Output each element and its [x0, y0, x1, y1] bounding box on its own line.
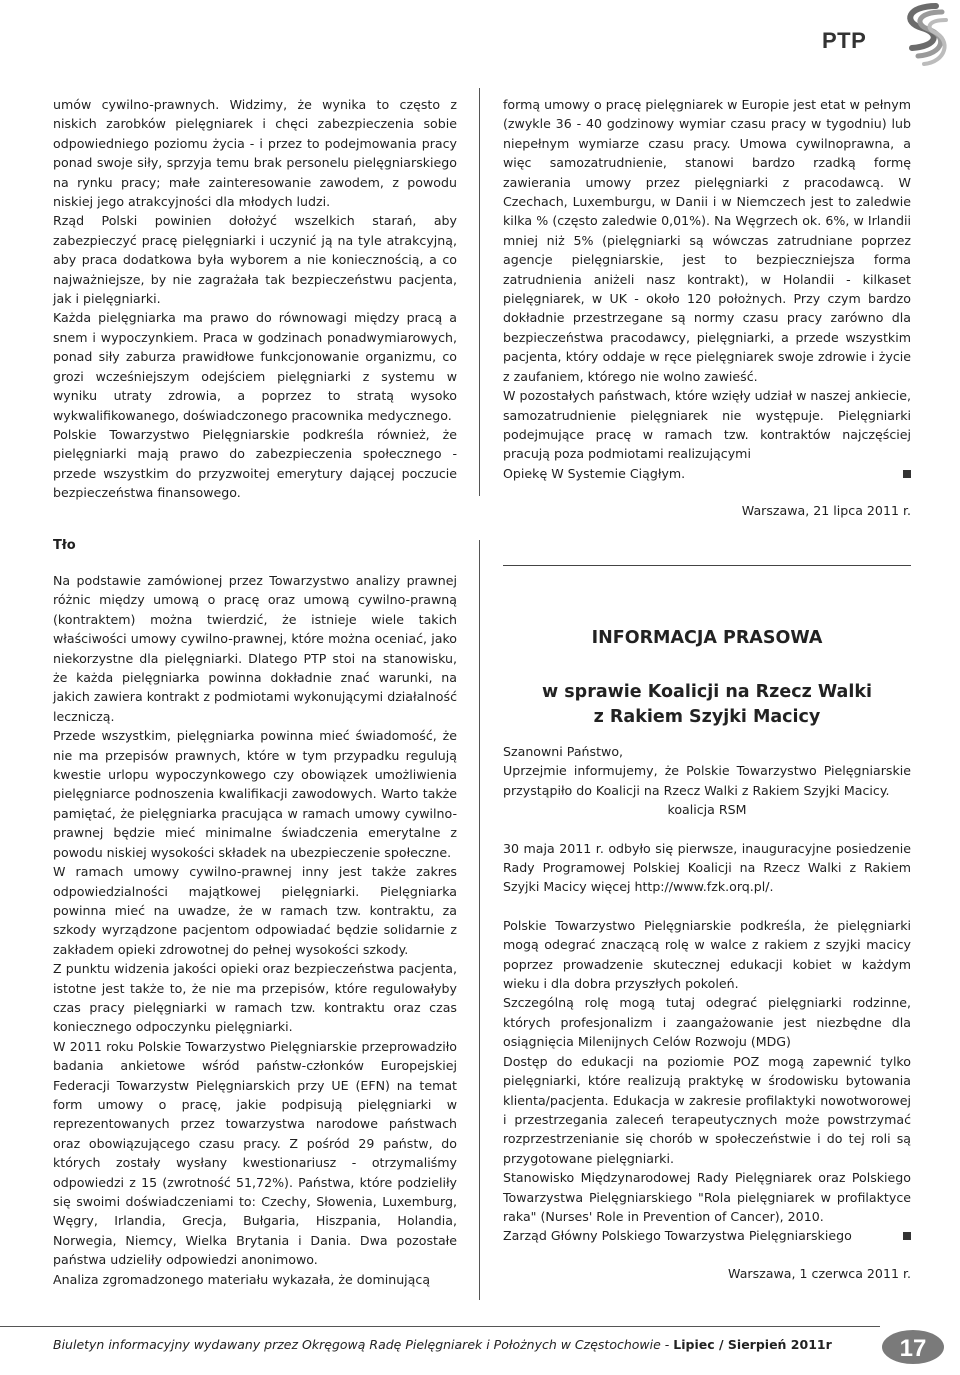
column-divider-top	[479, 88, 480, 496]
paragraph: W ramach umowy cywilno-prawnej inny jest także zakres odpowiedzialności majątkowej pielęgniarki. Pielęgniarka powinna mieć na uwadze, że w ramach tzw. kontraktu, za szkody wyrządzone pacjentom odpowiadać będzie solidarnie z zakładem opieki zdrowotnej do pełnej wysokości szkody.	[53, 864, 457, 957]
paragraph: Każda pielęgniarka ma prawo do równowagi między pracą a snem i wypoczynkiem. Praca w godzinach ponadwymiarowych, ponad siły zaburza prawidłowe funkcjonowanie organizmu, co grozi wcześniejszym odejściem pielęgniarki z systemu w wyniku utraty zdrowia, a poprzez to stratą wysoko wykwalifikowanego, doświadczonego pracownika medycznego.	[53, 310, 457, 423]
press-release-signoff: Warszawa, 1 czerwca 2011 r.	[728, 1265, 911, 1281]
press-release-title: INFORMACJA PRASOWA	[591, 628, 823, 648]
greeting: Szanowni Państwo,	[503, 744, 624, 759]
paragraph: Polskie Towarzystwo Pielęgniarskie podkreśla, że pielęgniarki mogą odegrać znaczącą rolę w walce z rakiem z szyjki macicy poprzez prowadzenie skutecznej edukacji kobiet w każdym wieku i dla dobra przyszłych pokoleń.	[503, 917, 911, 992]
footer-rule	[0, 1326, 880, 1327]
paragraph: umów cywilno-prawnych. Widzimy, że wynika to często z niskich zarobków pielęgniarek i chęci zabezpieczenia sobie odpowiedniego poziomu życia - i przez to podejmowania pracy ponad swoje siły, sprzyja temu brak personelu pielęgniarskiego na rynku pracy; małe zainteresowanie zawodem, z powodu niskiej jego atrakcyjności dla młodych ludzi.	[53, 97, 457, 210]
paragraph: Na podstawie zamówionej przez Towarzystwo analizy prawnej różnic między umową o pracę oraz umową cywilno-prawną (kontraktem) można twierdzić, że istnieje wiele takich właściwości umowy cywilno-prawnej, które można oceniać, jako niekorzystne dla pielęgniarki. Dlatego PTP stoi na stanowisku, że każda pielęgniarka powinna dokładnie znać warunki, na jakich zawiera kontrakt z podmiotami wykonującymi działalność leczniczą.	[53, 573, 457, 724]
paragraph: Polskie Towarzystwo Pielęgniarskie podkreśla również, że pielęgniarki mają prawo do zabezpieczenia społecznego - przede wszystkim do przyzwoitej emerytury dającej poczucie bezpieczeństwa finansowego.	[53, 426, 457, 501]
end-of-article-icon	[903, 1232, 911, 1240]
paragraph: Analiza zgromadzonego materiału wykazała, że dominującą	[53, 1271, 431, 1287]
paragraph: Rząd Polski powinien dołożyć wszelkich starań, aby zabezpieczyć pracę pielęgniarki i uczynić ją na tyle atrakcyjną, aby praca dodatkowa była wyborem a nie koniecznością, a co najważniejsze, by nie zagrażała tak bezpieczeństwu pacjenta, jak i pielęgniarki.	[53, 213, 457, 307]
article-signoff: Warszawa, 21 lipca 2011 r.	[741, 503, 911, 519]
section-heading: Tło	[53, 538, 76, 553]
footer-issue: Lipiec / Sierpień 2011r	[673, 1337, 832, 1352]
press-release-subtitle	[503, 680, 911, 730]
paragraph-closing	[503, 464, 911, 483]
journal-title: PTP	[822, 28, 867, 53]
subtitle-line: z Rakiem Szyjki Macicy	[593, 707, 821, 727]
page-number: 17	[899, 1335, 927, 1362]
paragraph: Z punktu widzenia jakości opieki oraz bezpieczeństwa pacjenta, istotne jest także to, że nie ma przepisów, które regulowałyby czas pracy pielęgniarki w ramach tzw. kontraktu oraz czas koniecznego odpoczynku pielęgniarki.	[53, 961, 457, 1035]
press-release-body	[503, 742, 911, 1283]
paragraph: Stanowisko Międzynarodowej Rady Pielęgniarek oraz Polskiego Towarzystwa Pielęgniarskiego "Rola pielęgniarek w profilaktyce raka" (Nurses' Role in Prevention of Cancer), 2010.	[503, 1170, 911, 1224]
coalition-name: koalicja RSM	[667, 802, 747, 818]
paragraph: formą umowy o pracę pielęgniarek w Europie jest etat w pełnym (zwykle 36 - 40 godzinowy wymiar czasu pracy w tygodniu) lub niepełnym wymiarze czasu pracy. Umowa cywilnoprawna, a więc samozatrudnienie, stanowi bardzo rzadką formę zawierania umowy przez pielęgniarki z pracodawcą. W Czechach, Luxemburgu, w Danii i w Niemczech jest to zaledwie kilka % (często zaledwie 0,01%). Na Węgrzech ok. 6%, w Irlandii mniej niż 5% (pielęgniarki są wówczas zatrudniane poprzez agencje pielęgniarskie, jest to bezpieczniejsza forma zatrudnienia aniżeli nasz kontrakt), w Holandii - kilkaset pielęgniarek, w UK - około 120 położnych. Przy czym bardzo dokładnie przestrzegane są normy czasu pracy zarówno dla bezpieczeństwa pracodawcy, pielęgniarki, a przede wszystkim pacjenta, który oddaje w ręce pielęgniarek swoje zdrowie i życie z zaufaniem, którego nie wolno zawieść.	[503, 97, 911, 384]
subtitle-line: w sprawie Koalicji na Rzecz Walki	[542, 682, 872, 702]
page-number-badge	[878, 1326, 948, 1366]
article-continuation-right	[503, 95, 911, 521]
column-divider-bottom	[479, 540, 480, 1300]
closing-text: Zarząd Główny Polskiego Towarzystwa Pielęgniarskiego	[503, 1228, 852, 1244]
press-release-separator	[503, 565, 911, 566]
paragraph: Przede wszystkim, pielęgniarka powinna mieć świadomość, że nie ma przepisów prawnych, które w tym przypadku regulują kwestie urlopu wypoczynkowego czy obowiązek umożliwienia pielęgniarce podnoszenia kwalifikacji zawodowych. Warto także pamiętać, że pielęgniarka pracująca w ramach umowy cywilno-prawnej będzie mieć minimalne świadczenia emerytalne z powodu niskiej wysokości składek na ubezpieczenie społeczne.	[53, 728, 457, 860]
closing-text: Opiekę W Systemie Ciągłym.	[503, 465, 686, 481]
end-of-article-icon	[903, 470, 911, 478]
article-continuation-left	[53, 95, 457, 503]
footer-publisher: Biuletyn informacyjny wydawany przez Okręgową Radę Pielęgniarek i Położnych w Częstochowie -	[53, 1337, 674, 1352]
footer-publication-info	[53, 1337, 832, 1352]
paragraph: Szczególną rolę mogą tutaj odegrać pielęgniarki rodzinne, których profesjonalizm i zaangażowanie jest niezbędne dla osiągnięcia Milenijnych Celów Rozwoju (MDG)	[503, 995, 911, 1050]
paragraph: W 2011 roku Polskie Towarzystwo Pielęgniarskie przeprowadziło badania ankietowe wśród państw-członków Europejskiej Federacji Towarzystw Pielęgniarskich przy UE (EFN) na temat form umowy o pracę, jakie podpisują pielęgniarki w reprezentowanych przez towarzystwa narodowe państwach oraz obowiązującego czasu pracy. Z pośród 29 państw, do których zostały wysłany kwestionariusz - otrzymaliśmy odpowiedzi z 15 (zwrotność 51,72%). Państwa, które podzieliły się swoimi doświadczeniami to: Czechy, Słowenia, Luxemburg, Węgry, Irlandia, Grecja, Bułgaria, Hiszpania, Holandia, Norwegia, Niemcy, Wielka Brytania i Dania. Dwa pozostałe państwa udzieliły odpowiedzi anonimowo.	[53, 1038, 457, 1268]
background-section-body	[53, 571, 457, 1289]
paragraph: W pozostałych państwach, które wzięły udział w naszej ankiecie, samozatrudnienie pielęgniarek nie występuje. Pielęgniarki podejmujące pracę w ramach tzw. kontraktów najczęściej pracują poza podmiotami realizującymi	[503, 388, 911, 462]
paragraph: 30 maja 2011 r. odbyło się pierwsze, inauguracyjne posiedzenie Rady Programowej Polskiej Koalicji na Rzecz Walki z Rakiem Szyjki Macicy więcej http://www.fzk.orq.pl/.	[503, 840, 911, 895]
paragraph: Uprzejmie informujemy, że Polskie Towarzystwo Pielęgniarskie przystąpiło do Koalicji na Rzecz Walki z Rakiem Szyjki Macicy.	[503, 763, 911, 798]
paragraph-closing	[503, 1226, 911, 1245]
ptp-logo-icon	[888, 2, 956, 68]
paragraph: Dostęp do edukacji na poziomie POZ mogą zapewnić tylko pielęgniarki, które realizują praktykę w środowisku bytowania klienta/pacjenta. Edukacja w zakresie profilaktyki nowotworowej i przestrzegania zaleceń terapeutycznych może powstrzymać rozprzestrzenianie się chorób w społeczeństwie i do tej roli są przygotowane pielęgniarki.	[503, 1053, 911, 1166]
